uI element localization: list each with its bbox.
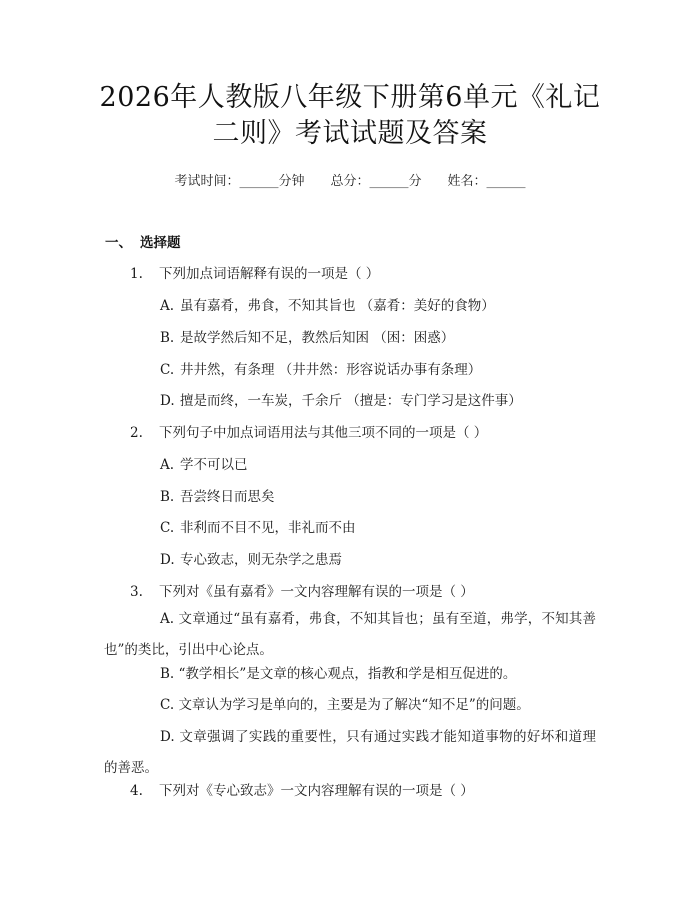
section-number: 一、 [105, 235, 132, 251]
option-label: C. [160, 697, 175, 713]
option-text: 学不可以已 [180, 457, 248, 473]
question-option [160, 516, 356, 536]
question-option [160, 453, 248, 473]
question-option [104, 659, 596, 690]
option-text: 虽有嘉肴，弗食，不知其旨也 （嘉肴：美好的食物） [180, 298, 495, 314]
question-option [160, 294, 495, 314]
option-text: 擅是而终，一车炭，千余斤 （擅是：专门学习是这件事） [180, 393, 522, 409]
question-option [160, 548, 342, 568]
option-label: A. [160, 611, 175, 627]
question-number: 4. [130, 783, 143, 799]
question-text: 下列加点词语解释有误的一项是（ ） [159, 266, 380, 282]
question [130, 580, 474, 600]
option-text: 专心致志，则无杂学之患焉 [180, 552, 342, 568]
total-score-field: 总分：______分 [330, 174, 422, 189]
option-label: B. [160, 330, 175, 346]
option-text: 非利而不目不见，非礼而不由 [180, 520, 356, 536]
option-label: D. [160, 729, 175, 745]
question [130, 779, 474, 799]
option-label: C. [160, 520, 175, 536]
option-text: 井井然，有条理 （井井然：形容说话办事有条理） [180, 362, 482, 378]
question [130, 421, 487, 441]
exam-meta [0, 170, 700, 189]
question [130, 262, 379, 282]
option-text: 吾尝终日而思矣 [180, 489, 275, 505]
option-text: “教学相长”是文章的核心观点，指教和学是相互促进的。 [178, 666, 517, 682]
question-option [160, 326, 454, 346]
exam-time-field: 考试时间：______分钟 [174, 174, 305, 189]
question-number: 2. [130, 425, 143, 441]
option-text: 文章认为学习是单向的，主要是为了解决“知不足”的问题。 [178, 697, 530, 713]
question-number: 1. [130, 266, 143, 282]
question-text: 下列对《虽有嘉肴》一文内容理解有误的一项是（ ） [159, 584, 474, 600]
question-text: 下列对《专心致志》一文内容理解有误的一项是（ ） [159, 783, 474, 799]
section-heading [105, 231, 181, 251]
option-text: 文章通过“虽有嘉肴，弗食，不知其旨也；虽有至道，弗学，不知其善也”的类比，引出中心论点。 [104, 611, 596, 658]
option-text: 文章强调了实践的重要性，只有通过实践才能知道事物的好坏和道理的善恶。 [104, 729, 597, 776]
option-label: C. [160, 362, 175, 378]
option-label: A. [160, 298, 175, 314]
question-option [104, 722, 596, 784]
option-label: B. [160, 489, 175, 505]
page-title: 2026年人教版八年级下册第6单元《礼记二则》考试试题及答案 [99, 82, 601, 149]
option-label: D. [160, 393, 175, 409]
option-label: A. [160, 457, 175, 473]
option-text: 是故学然后知不足，教然后知困 （困：困惑） [180, 330, 455, 346]
option-label: D. [160, 552, 175, 568]
question-text: 下列句子中加点词语用法与其他三项不同的一项是（ ） [159, 425, 488, 441]
student-name-field: 姓名：______ [447, 174, 526, 189]
question-option [104, 604, 596, 666]
section-title: 选择题 [140, 235, 181, 251]
question-option [160, 358, 481, 378]
option-label: B. [160, 666, 175, 682]
question-option [160, 389, 522, 409]
question-option [160, 485, 275, 505]
question-number: 3. [130, 584, 143, 600]
question-option [104, 690, 596, 721]
